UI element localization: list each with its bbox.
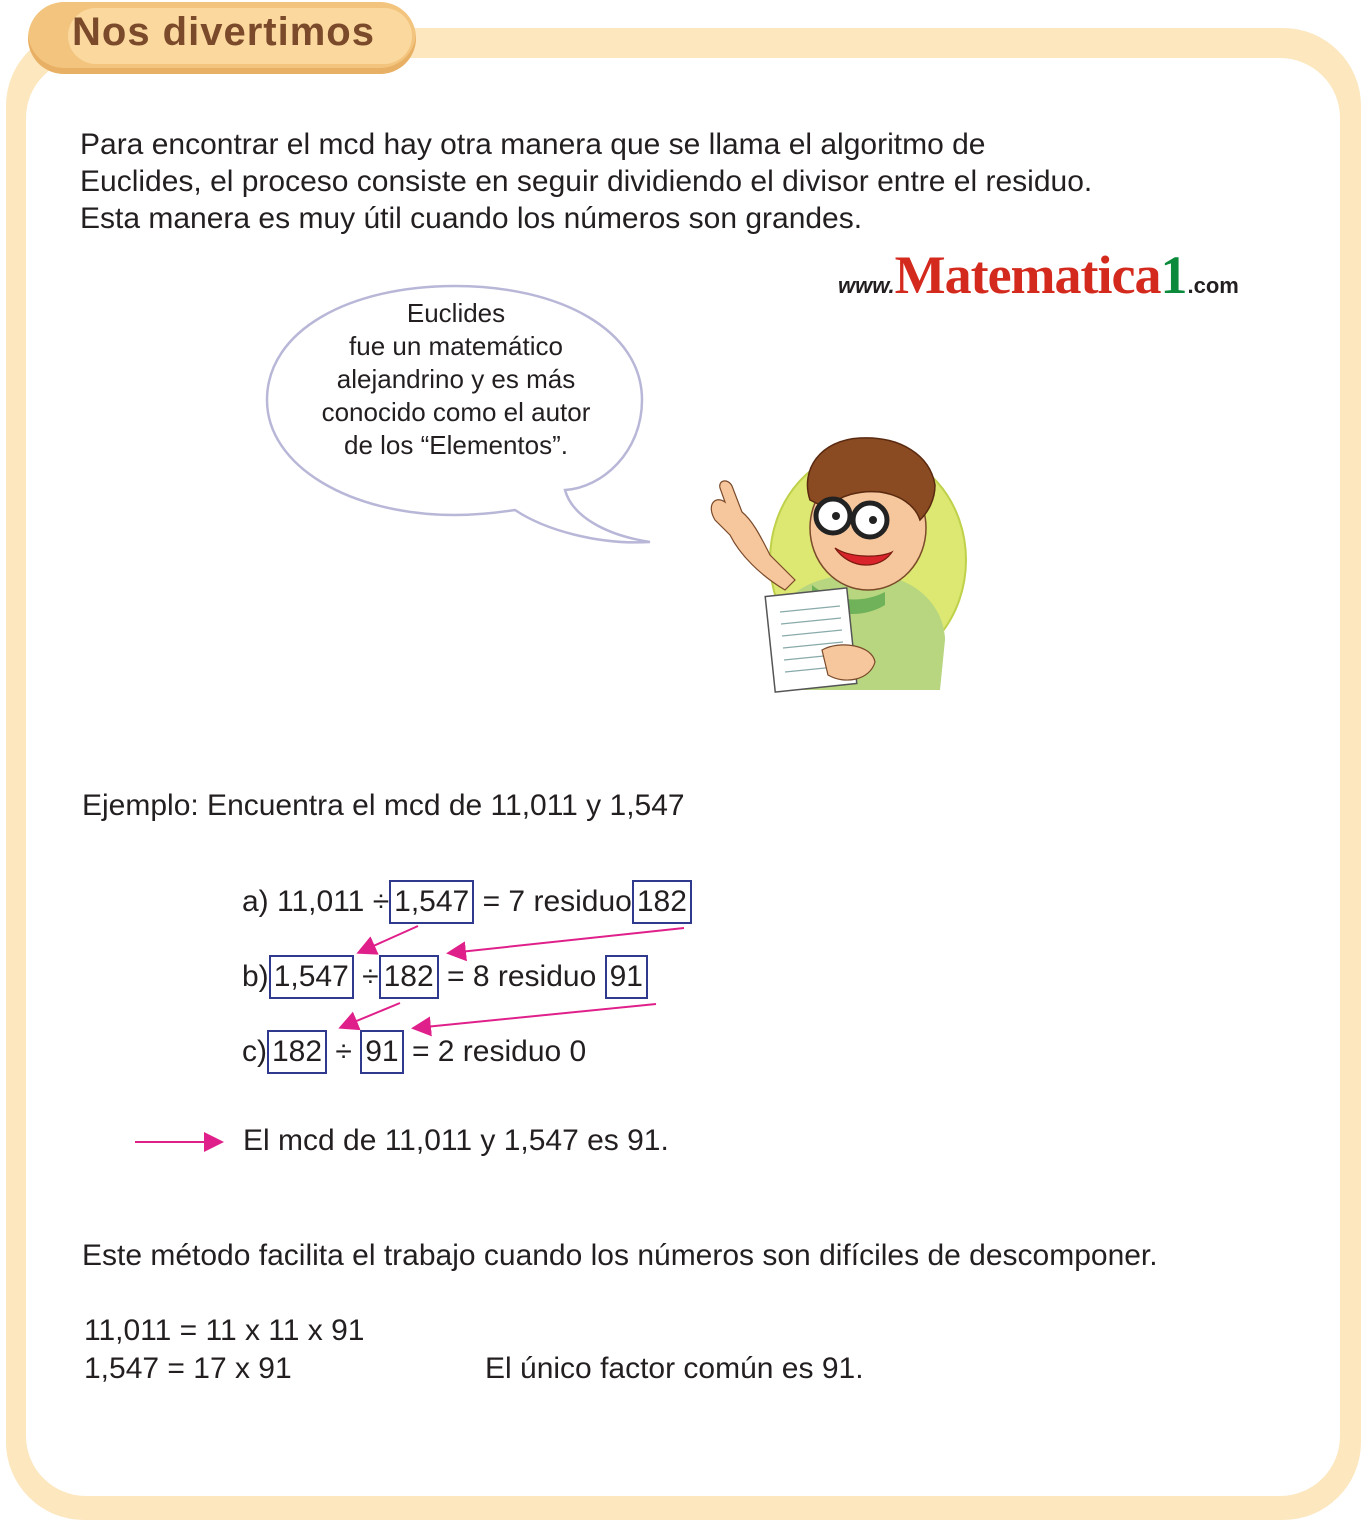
arrow-a-divisor-to-b	[360, 926, 418, 952]
step-equation: = 7 residuo	[482, 885, 632, 918]
step-dividend: 11,011	[277, 885, 365, 918]
divisor-box: 182	[379, 955, 439, 999]
intro-line: Euclides, el proceso consiste en seguir dividiendo el divisor entre el residuo.	[80, 165, 1093, 198]
bubble-line: Euclides	[406, 298, 506, 328]
arrow-a-remainder-to-b	[450, 928, 684, 953]
remainder-box: 91	[605, 955, 648, 999]
division-sign: ÷	[372, 885, 390, 918]
arrow-b-remainder-to-c	[415, 1004, 656, 1028]
common-factor-text: El único factor común es 91.	[485, 1352, 864, 1385]
step-equation: = 2 residuo 0	[411, 1035, 587, 1068]
divisor-box: 1,547	[389, 880, 474, 924]
intro-line: Para encontrar el mcd hay otra manera que se llama el algoritmo de	[80, 128, 986, 161]
remainder-box: 182	[632, 880, 692, 924]
division-sign: ÷	[362, 960, 379, 993]
logo-number: 1	[1160, 245, 1188, 305]
step-equation: = 8 residuo	[446, 960, 597, 993]
dividend-box: 1,547	[269, 955, 354, 999]
logo-brand: Matematica	[894, 245, 1161, 305]
bubble-line: alejandrino y es más	[336, 364, 576, 394]
divisor-box: 91	[360, 1030, 403, 1074]
intro-line: Esta manera es muy útil cuando los números son grandes.	[80, 202, 863, 235]
method-note: Este método facilita el trabajo cuando los números son difíciles de descomponer.	[82, 1239, 1158, 1272]
bubble-line: conocido como el autor	[321, 397, 591, 427]
dividend-box: 182	[267, 1030, 327, 1074]
division-sign: ÷	[335, 1035, 352, 1068]
factorization-1: 11,011 = 11 x 11 x 91	[84, 1314, 365, 1347]
section-title: Nos divertimos	[72, 10, 375, 54]
conclusion-text: El mcd de 11,011 y 1,547 es 91.	[243, 1124, 669, 1157]
example-title: Ejemplo: Encuentra el mcd de 11,011 y 1,547	[82, 789, 685, 822]
step-label: c)	[242, 1035, 267, 1068]
step-label: a)	[242, 885, 269, 918]
logo-suffix: .com	[1187, 273, 1239, 298]
factorization-2: 1,547 = 17 x 91	[84, 1352, 292, 1385]
arrow-b-divisor-to-c	[342, 1003, 400, 1027]
bubble-line: de los “Elementos”.	[344, 430, 568, 460]
logo-prefix: www.	[838, 273, 895, 298]
step-label: b)	[242, 960, 269, 993]
bubble-line: fue un matemático	[349, 331, 563, 361]
